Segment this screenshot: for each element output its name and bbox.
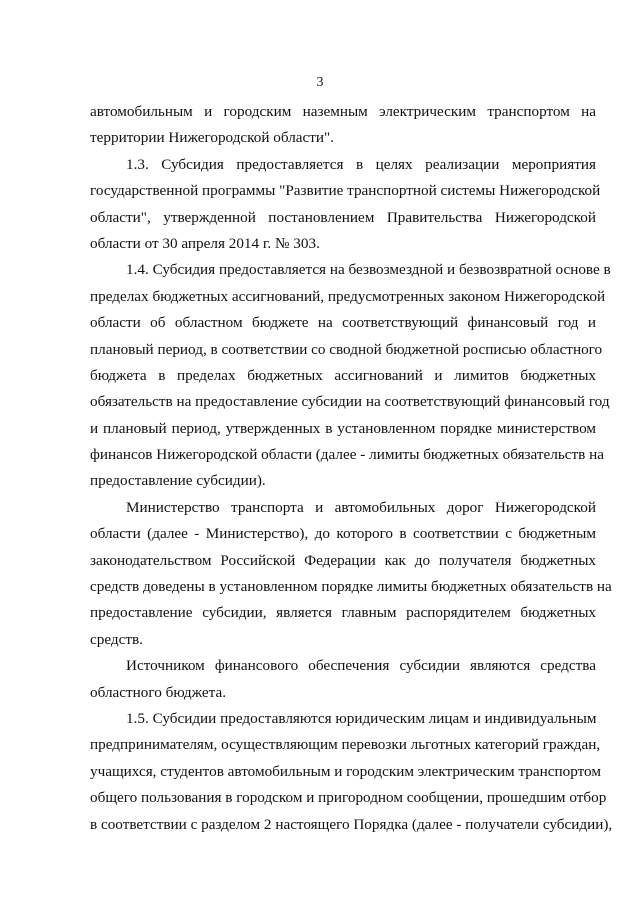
text-line: Источником финансового обеспечения субсидии являются средства	[126, 657, 596, 675]
text-line: законодательством Российской Федерации как до получателя бюджетных	[90, 551, 596, 569]
text-line: автомобильным и городским наземным электрическим транспортом на	[90, 103, 596, 120]
text-line: 1.3. Субсидия предоставляется в целях реализации мероприятия	[126, 155, 596, 173]
text-line: 1.4. Субсидия предоставляется на безвозмездной и безвозвратной основе в	[126, 261, 611, 279]
text-line: области об областном бюджете на соответствующий финансовый год и	[90, 314, 596, 332]
text-line: средств доведены в установленном порядке лимиты бюджетных обязательств на	[90, 578, 612, 596]
text-line: плановый период, в соответствии со сводной бюджетной росписью областного	[90, 340, 603, 358]
text-line: областного бюджета.	[90, 683, 227, 701]
text-line: 1.5. Субсидии предоставляются юридическим лицам и индивидуальным	[126, 709, 597, 727]
text-line: Министерство транспорта и автомобильных дорог Нижегородской	[126, 498, 596, 516]
text-line: и плановый период, утвержденных в установленном порядке министерством	[90, 419, 596, 437]
text-line: территории Нижегородской области".	[90, 129, 335, 147]
text-line: государственной программы "Развитие транспортной системы Нижегородской	[90, 182, 601, 200]
text-line: обязательств на предоставление субсидии на соответствующий финансовый год	[90, 393, 610, 411]
text-line: финансов Нижегородской области (далее - лимиты бюджетных обязательств на	[90, 446, 604, 464]
page-number: 3	[316, 75, 324, 90]
document-body	[90, 99, 613, 838]
text-line: предоставление субсидии, является главным распорядителем бюджетных	[90, 604, 596, 622]
text-line: предоставление субсидии).	[90, 472, 266, 490]
text-line: общего пользования в городском и пригородном сообщении, прошедшим отбор	[90, 789, 607, 807]
text-line: учащихся, студентов автомобильным и городским электрическим транспортом	[90, 762, 601, 780]
text-line: средств.	[90, 630, 143, 648]
text-line: области от 30 апреля 2014 г. № 303.	[90, 234, 320, 252]
text-line: в соответствии с разделом 2 настоящего Порядка (далее - получатели субсидии),	[90, 815, 613, 833]
text-line: предпринимателям, осуществляющим перевозки льготных категорий граждан,	[90, 736, 601, 754]
text-line: области", утвержденной постановлением Правительства Нижегородской	[90, 208, 596, 226]
text-line: пределах бюджетных ассигнований, предусмотренных законом Нижегородской	[90, 287, 606, 305]
text-line: области (далее - Министерство), до которого в соответствии с бюджетным	[90, 525, 596, 543]
text-line: бюджета в пределах бюджетных ассигнований и лимитов бюджетных	[90, 366, 596, 384]
